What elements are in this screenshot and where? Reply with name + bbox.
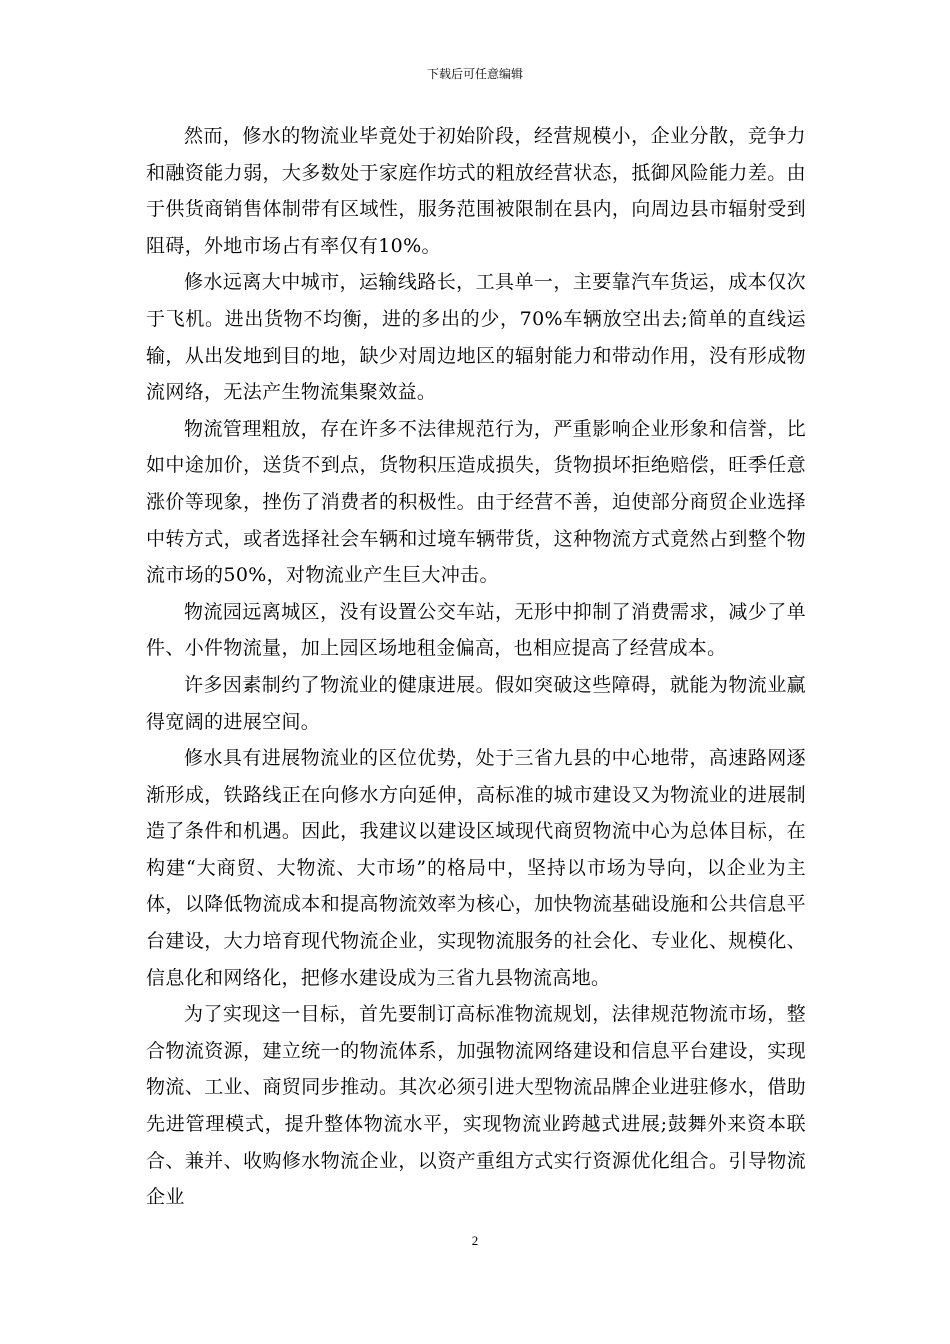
paragraph: 然而，修水的物流业毕竟处于初始阶段，经营规模小，企业分散，竞争力和融资能力弱，大多数处于家庭作坊式的粗放经营状态，抵御风险能力差。由于供货商销售体制带有区域性，服务范围被限制在县内，向周边县市辐射受到阻碍，外地市场占有率仅有10%。: [146, 125, 806, 257]
paragraph: 物流园远离城区，没有设置公交车站，无形中抑制了消费需求，减少了单件、小件物流量，加上园区场地租金偏高，也相应提高了经营成本。: [146, 600, 806, 660]
paragraph: 物流管理粗放，存在许多不法律规范行为，严重影响企业形象和信誉，比如中途加价，送货不到点，货物积压造成损失，货物损坏拒绝赔偿，旺季任意涨价等现象，挫伤了消费者的积极性。由于经营不善，迫使部分商贸企业选择中转方式，或者选择社会车辆和过境车辆带货，这种物流方式竟然占到整个物流市场的50%，对物流业产生巨大冲击。: [146, 417, 806, 587]
page-header: 下载后可任意编辑: [426, 67, 523, 81]
document-body: [146, 118, 806, 1216]
paragraph: 修水具有进展物流业的区位优势，处于三省九县的中心地带，高速路网逐渐形成，铁路线正在向修水方向延伸，高标准的城市建设又为物流业的进展制造了条件和机遇。因此，我建议以建设区域现代商贸物流中心为总体目标，在构建“大商贸、大物流、大市场”的格局中，坚持以市场为导向，以企业为主体，以降低物流成本和提高物流效率为核心，加快物流基础设施和公共信息平台建设，大力培育现代物流企业，实现物流服务的社会化、专业化、规模化、信息化和网络化，把修水建设成为三省九县物流高地。: [146, 747, 806, 989]
paragraph: 修水远离大中城市，运输线路长，工具单一，主要靠汽车货运，成本仅次于飞机。进出货物不均衡，进的多出的少，70%车辆放空出去;简单的直线运输，从出发地到目的地，缺少对周边地区的辐射能力和带动作用，没有形成物流网络，无法产生物流集聚效益。: [146, 271, 806, 404]
paragraph: 为了实现这一目标，首先要制订高标准物流规划，法律规范物流市场，整合物流资源，建立统一的物流体系，加强物流网络建设和信息平台建设，实现物流、工业、商贸同步推动。其次必须引进大型物流品牌企业进驻修水，借助先进管理模式，提升整体物流水平，实现物流业跨越式进展;鼓舞外来资本联合、兼并、收购修水物流企业，以资产重组方式实行资源优化组合。引导物流企业: [146, 1003, 806, 1209]
page-number: 2: [471, 1233, 479, 1248]
paragraph: 许多因素制约了物流业的健康进展。假如突破这些障碍，就能为物流业赢得宽阔的进展空间。: [146, 673, 806, 733]
